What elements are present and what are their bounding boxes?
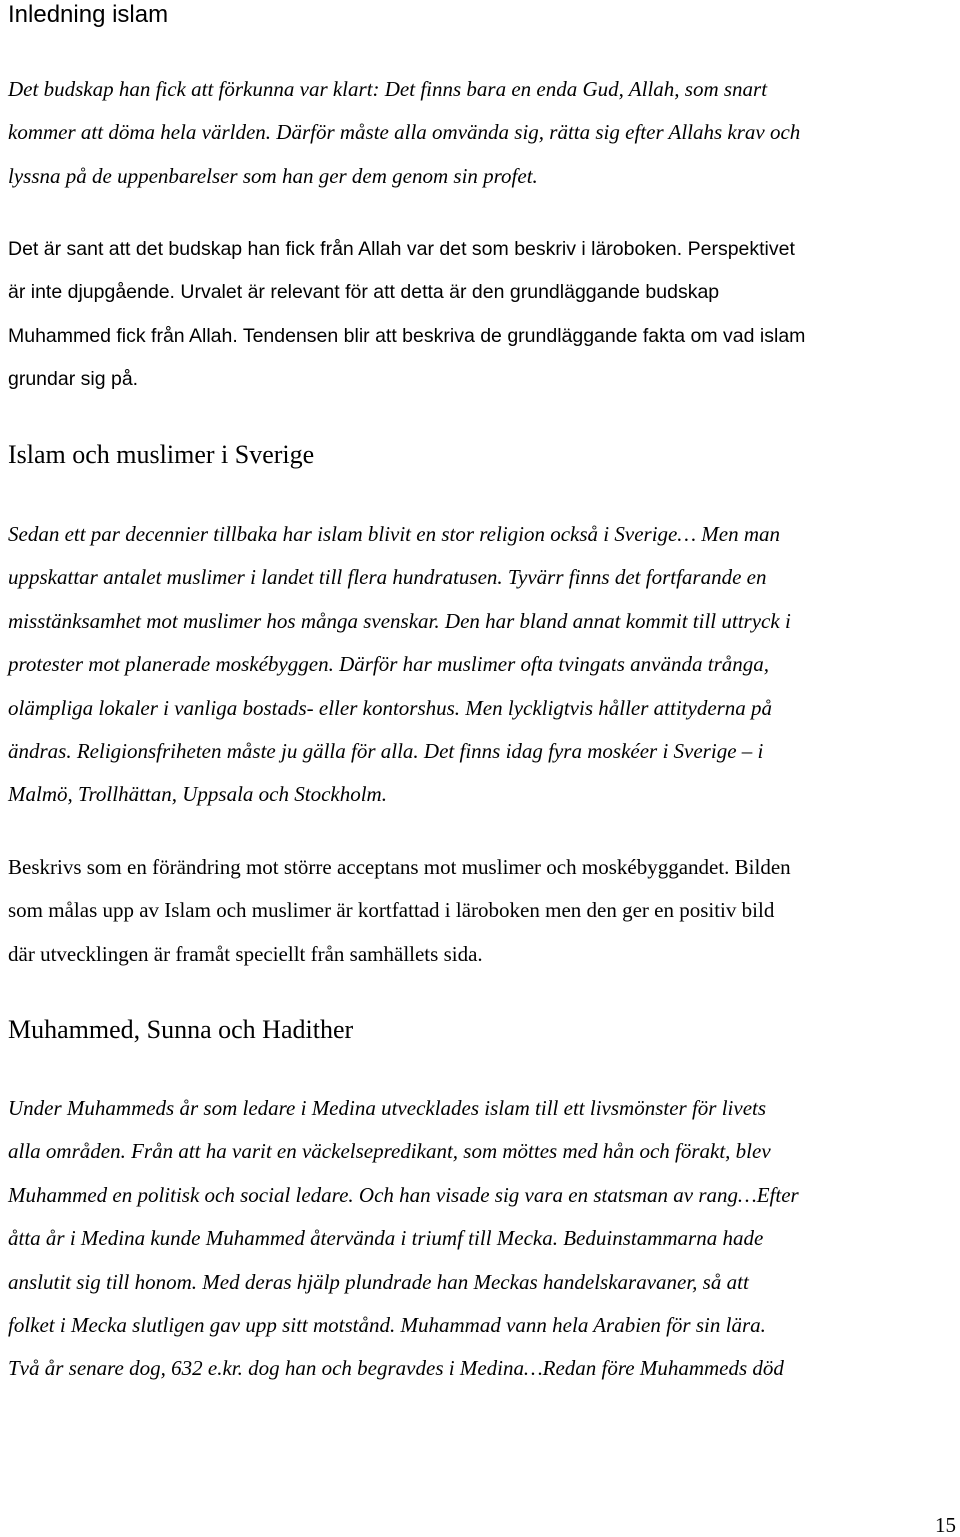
text-line: Det är sant att det budskap han fick från Allah var det som beskriv i läroboken. Perspektivet xyxy=(8,238,795,260)
text-line: åtta år i Medina kunde Muhammed återvända i triumf till Mecka. Beduinstammarna hade xyxy=(8,1226,764,1251)
text-line: misstänksamhet mot muslimer hos många svenskar. Den har bland annat kommit till uttryck i xyxy=(8,608,791,633)
page-number: 15 xyxy=(935,1513,956,1537)
text-line: Sedan ett par decennier tillbaka har islam blivit en stor religion också i Sverige… Men man xyxy=(8,522,781,546)
text-line: Beskrivs som en förändring mot större acceptans mot muslimer och moskébyggandet. Bilden xyxy=(8,855,791,879)
text-line: är inte djupgående. Urvalet är relevant för att detta är den grundläggande budskap xyxy=(8,281,720,304)
text-line: folket i Mecka slutligen gav upp sitt motstånd. Muhammad vann hela Arabien för sin lära. xyxy=(8,1312,766,1337)
paragraph-analysis-budskap xyxy=(8,228,954,402)
text-line: olämpliga lokaler i vanliga bostads- eller kontorshus. Men lyckligtvis håller attityderna på xyxy=(8,695,773,720)
text-line: Muhammed fick från Allah. Tendensen blir att beskriva de grundläggande fakta om vad islam xyxy=(8,324,806,347)
paragraph-quote-muhammed xyxy=(8,1087,954,1391)
text-line: där utvecklingen är framåt speciellt från samhällets sida. xyxy=(8,941,483,966)
paragraph-quote-sverige xyxy=(8,513,954,817)
text-line: Det budskap han fick att förkunna var klart: Det finns bara en enda Gud, Allah, som snart xyxy=(8,77,768,101)
text-line: lyssna på de uppenbarelser som han ger dem genom sin profet. xyxy=(8,163,538,188)
paragraph-quote-budskap xyxy=(8,68,954,198)
text-line: Muhammed en politisk och social ledare. Och han visade sig vara en statsman av rang…Efter xyxy=(8,1182,799,1207)
text-line: som målas upp av Islam och muslimer är kortfattad i läroboken men den ger en positiv bild xyxy=(8,898,775,923)
text-line: alla områden. Från att ha varit en väckelsepredikant, som möttes med hån och förakt, blev xyxy=(8,1139,771,1164)
text-line: uppskattar antalet muslimer i landet till flera hundratusen. Tyvärr finns det fortfarande en xyxy=(8,565,767,590)
text-line: Under Muhammeds år som ledare i Medina utvecklades islam till ett livsmönster för livets xyxy=(8,1096,767,1120)
text-line: Malmö, Trollhättan, Uppsala och Stockholm. xyxy=(8,782,387,807)
text-line: protester mot planerade moskébyggen. Därför har muslimer ofta tvingats använda trånga, xyxy=(8,652,769,677)
text-line: ändras. Religionsfriheten måste ju gälla för alla. Det finns idag fyra moskéer i Sverige – i xyxy=(8,738,764,763)
section-heading-muhammed-sunna-hadither: Muhammed, Sunna och Hadither xyxy=(8,1015,354,1044)
text-line: grundar sig på. xyxy=(8,368,139,391)
section-heading-islam-sverige: Islam och muslimer i Sverige xyxy=(8,440,315,469)
text-line: kommer att döma hela världen. Därför måste alla omvända sig, rätta sig efter Allahs krav och xyxy=(8,120,801,145)
paragraph-analysis-sverige xyxy=(8,846,954,976)
section-heading-inledning-islam: Inledning islam xyxy=(8,1,169,28)
text-line: Två år senare dog, 632 e.kr. dog han och begravdes i Medina…Redan före Muhammeds död xyxy=(8,1356,784,1381)
text-line: anslutit sig till honom. Med deras hjälp plundrade han Meckas handelskaravaner, så att xyxy=(8,1269,749,1294)
